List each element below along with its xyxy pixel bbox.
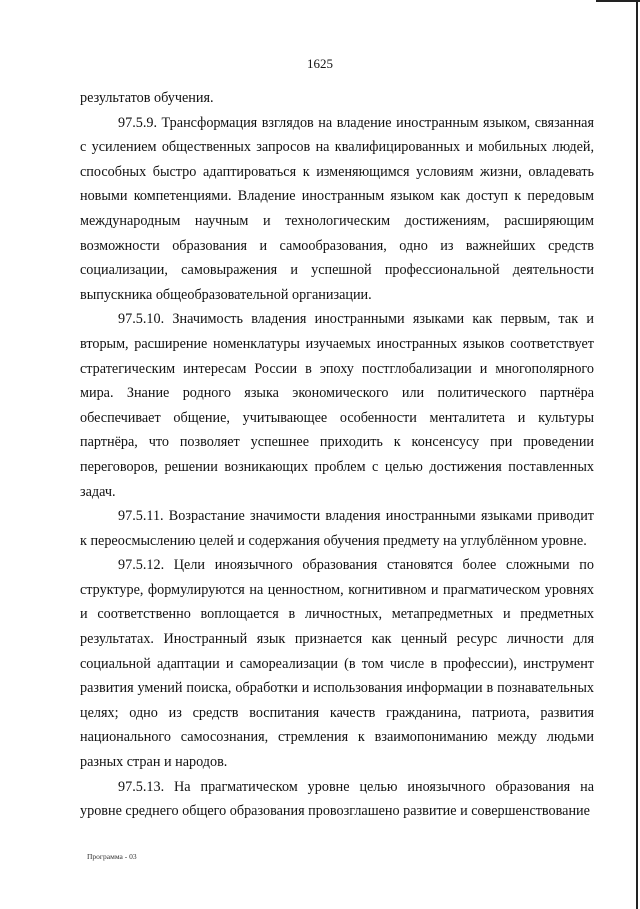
footer-program-label: Программа - 03 xyxy=(87,852,137,861)
paragraph-97-5-9: 97.5.9. Трансформация взглядов на владение иностранным языком, связанная с усилением общественных запросов на квалифицированных и мобильных людей, способных быстро адаптироваться к изменяющимся условиям жизни, овладевать новыми компетенциями. Владение иностранным языком как доступ к передовым международным научным и технологическим достижениям, расширяющим возможности образования и самообразования, одно из важнейших средств социализации, самовыражения и успешной профессиональной деятельности выпускника общеобразовательной организации. xyxy=(80,114,594,303)
paragraph-continuation: результатов обучения. xyxy=(80,90,214,106)
scan-edge-right xyxy=(636,0,638,909)
paragraph-97-5-11: 97.5.11. Возрастание значимости владения иностранными языками приводит к переосмыслению целей и содержания обучения предмету на углублённом уровне. xyxy=(80,508,594,549)
body-text xyxy=(80,86,594,824)
paragraph-97-5-13: 97.5.13. На прагматическом уровне целью иноязычного образования на уровне среднего общего образования провозглашено развитие и совершенствование xyxy=(80,778,594,820)
paragraph-97-5-12: 97.5.12. Цели иноязычного образования становятся более сложными по структуре, формулируются на ценностном, когнитивном и прагматическом уровнях и соответственно воплощается в личностных, метапредметных и предметных результатах. Иностранный язык признается как ценный ресурс личности для социальной адаптации и самореализации (в том числе в профессии), инструмент развития умений поиска, обработки и использования информации в познавательных целях; одно из средств воспитания качеств гражданина, патриота, развития национального самосознания, стремления к взаимопониманию между людьми разных стран и народов. xyxy=(80,557,594,771)
scan-edge-top xyxy=(596,0,640,2)
page-number: 1625 xyxy=(307,56,333,71)
paragraph-97-5-10: 97.5.10. Значимость владения иностранными языками как первым, так и вторым, расширение номенклатуры изучаемых иностранных языков соответствует стратегическим интересам России в эпоху постглобализации и многополярного мира. Знание родного языка экономического или политического партнёра обеспечивает общение, учитывающее особенности менталитета и культуры партнёра, что позволяет успешнее приходить к консенсусу при проведении переговоров, решении возникающих проблем с целью достижения поставленных задач. xyxy=(80,311,594,500)
